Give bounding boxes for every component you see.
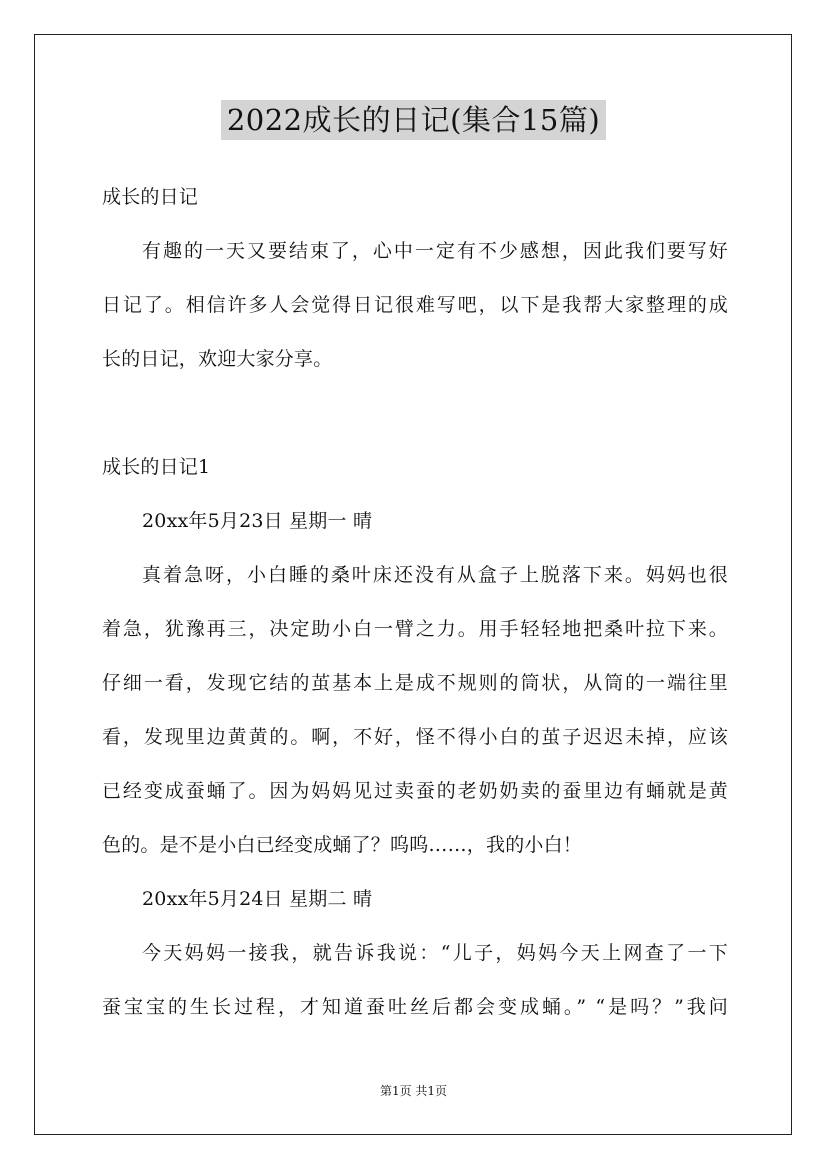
- entry-line: 蚕宝宝的生长过程，才知道蚕吐丝后都会变成蛹。” “是吗？”我问: [102, 996, 728, 1018]
- entry-line: 今天妈妈一接我，就告诉我说：“儿子，妈妈今天上网查了一下: [142, 942, 728, 964]
- entry-line: 仔细一看，发现它结的茧基本上是成不规则的筒状，从筒的一端往里: [102, 672, 728, 694]
- entry-line: 看，发现里边黄黄的。啊，不好，怪不得小白的茧子迟迟未掉，应该: [102, 726, 728, 748]
- entry-heading: 成长的日记1: [102, 456, 211, 478]
- entry-line: 已经变成蚕蛹了。因为妈妈见过卖蚕的老奶奶卖的蚕里边有蛹就是黄: [102, 780, 728, 802]
- title-container: [0, 100, 827, 140]
- paragraph-gap: [102, 386, 728, 440]
- document-title: 2022成长的日记(集合15篇): [221, 100, 606, 140]
- intro-line: 长的日记，欢迎大家分享。: [102, 348, 333, 370]
- entry-date: 20xx年5月24日 星期二 晴: [142, 888, 373, 910]
- entry-date: 20xx年5月23日 星期一 晴: [142, 510, 373, 532]
- entry-line: 色的。是不是小白已经变成蛹了？呜呜……，我的小白！: [102, 834, 583, 856]
- entry-line: 真着急呀，小白睡的桑叶床还没有从盒子上脱落下来。妈妈也很: [142, 564, 728, 586]
- intro-line: 日记了。相信许多人会觉得日记很难写吧，以下是我帮大家整理的成: [102, 294, 728, 316]
- section-heading: 成长的日记: [102, 186, 199, 208]
- entry-line: 着急，犹豫再三，决定助小白一臂之力。用手轻轻地把桑叶拉下来。: [102, 618, 728, 640]
- document-body: [102, 170, 728, 1034]
- page-number-footer: 第1页 共1页: [379, 1084, 448, 1098]
- intro-line: 有趣的一天又要结束了，心中一定有不少感想，因此我们要写好: [142, 240, 728, 262]
